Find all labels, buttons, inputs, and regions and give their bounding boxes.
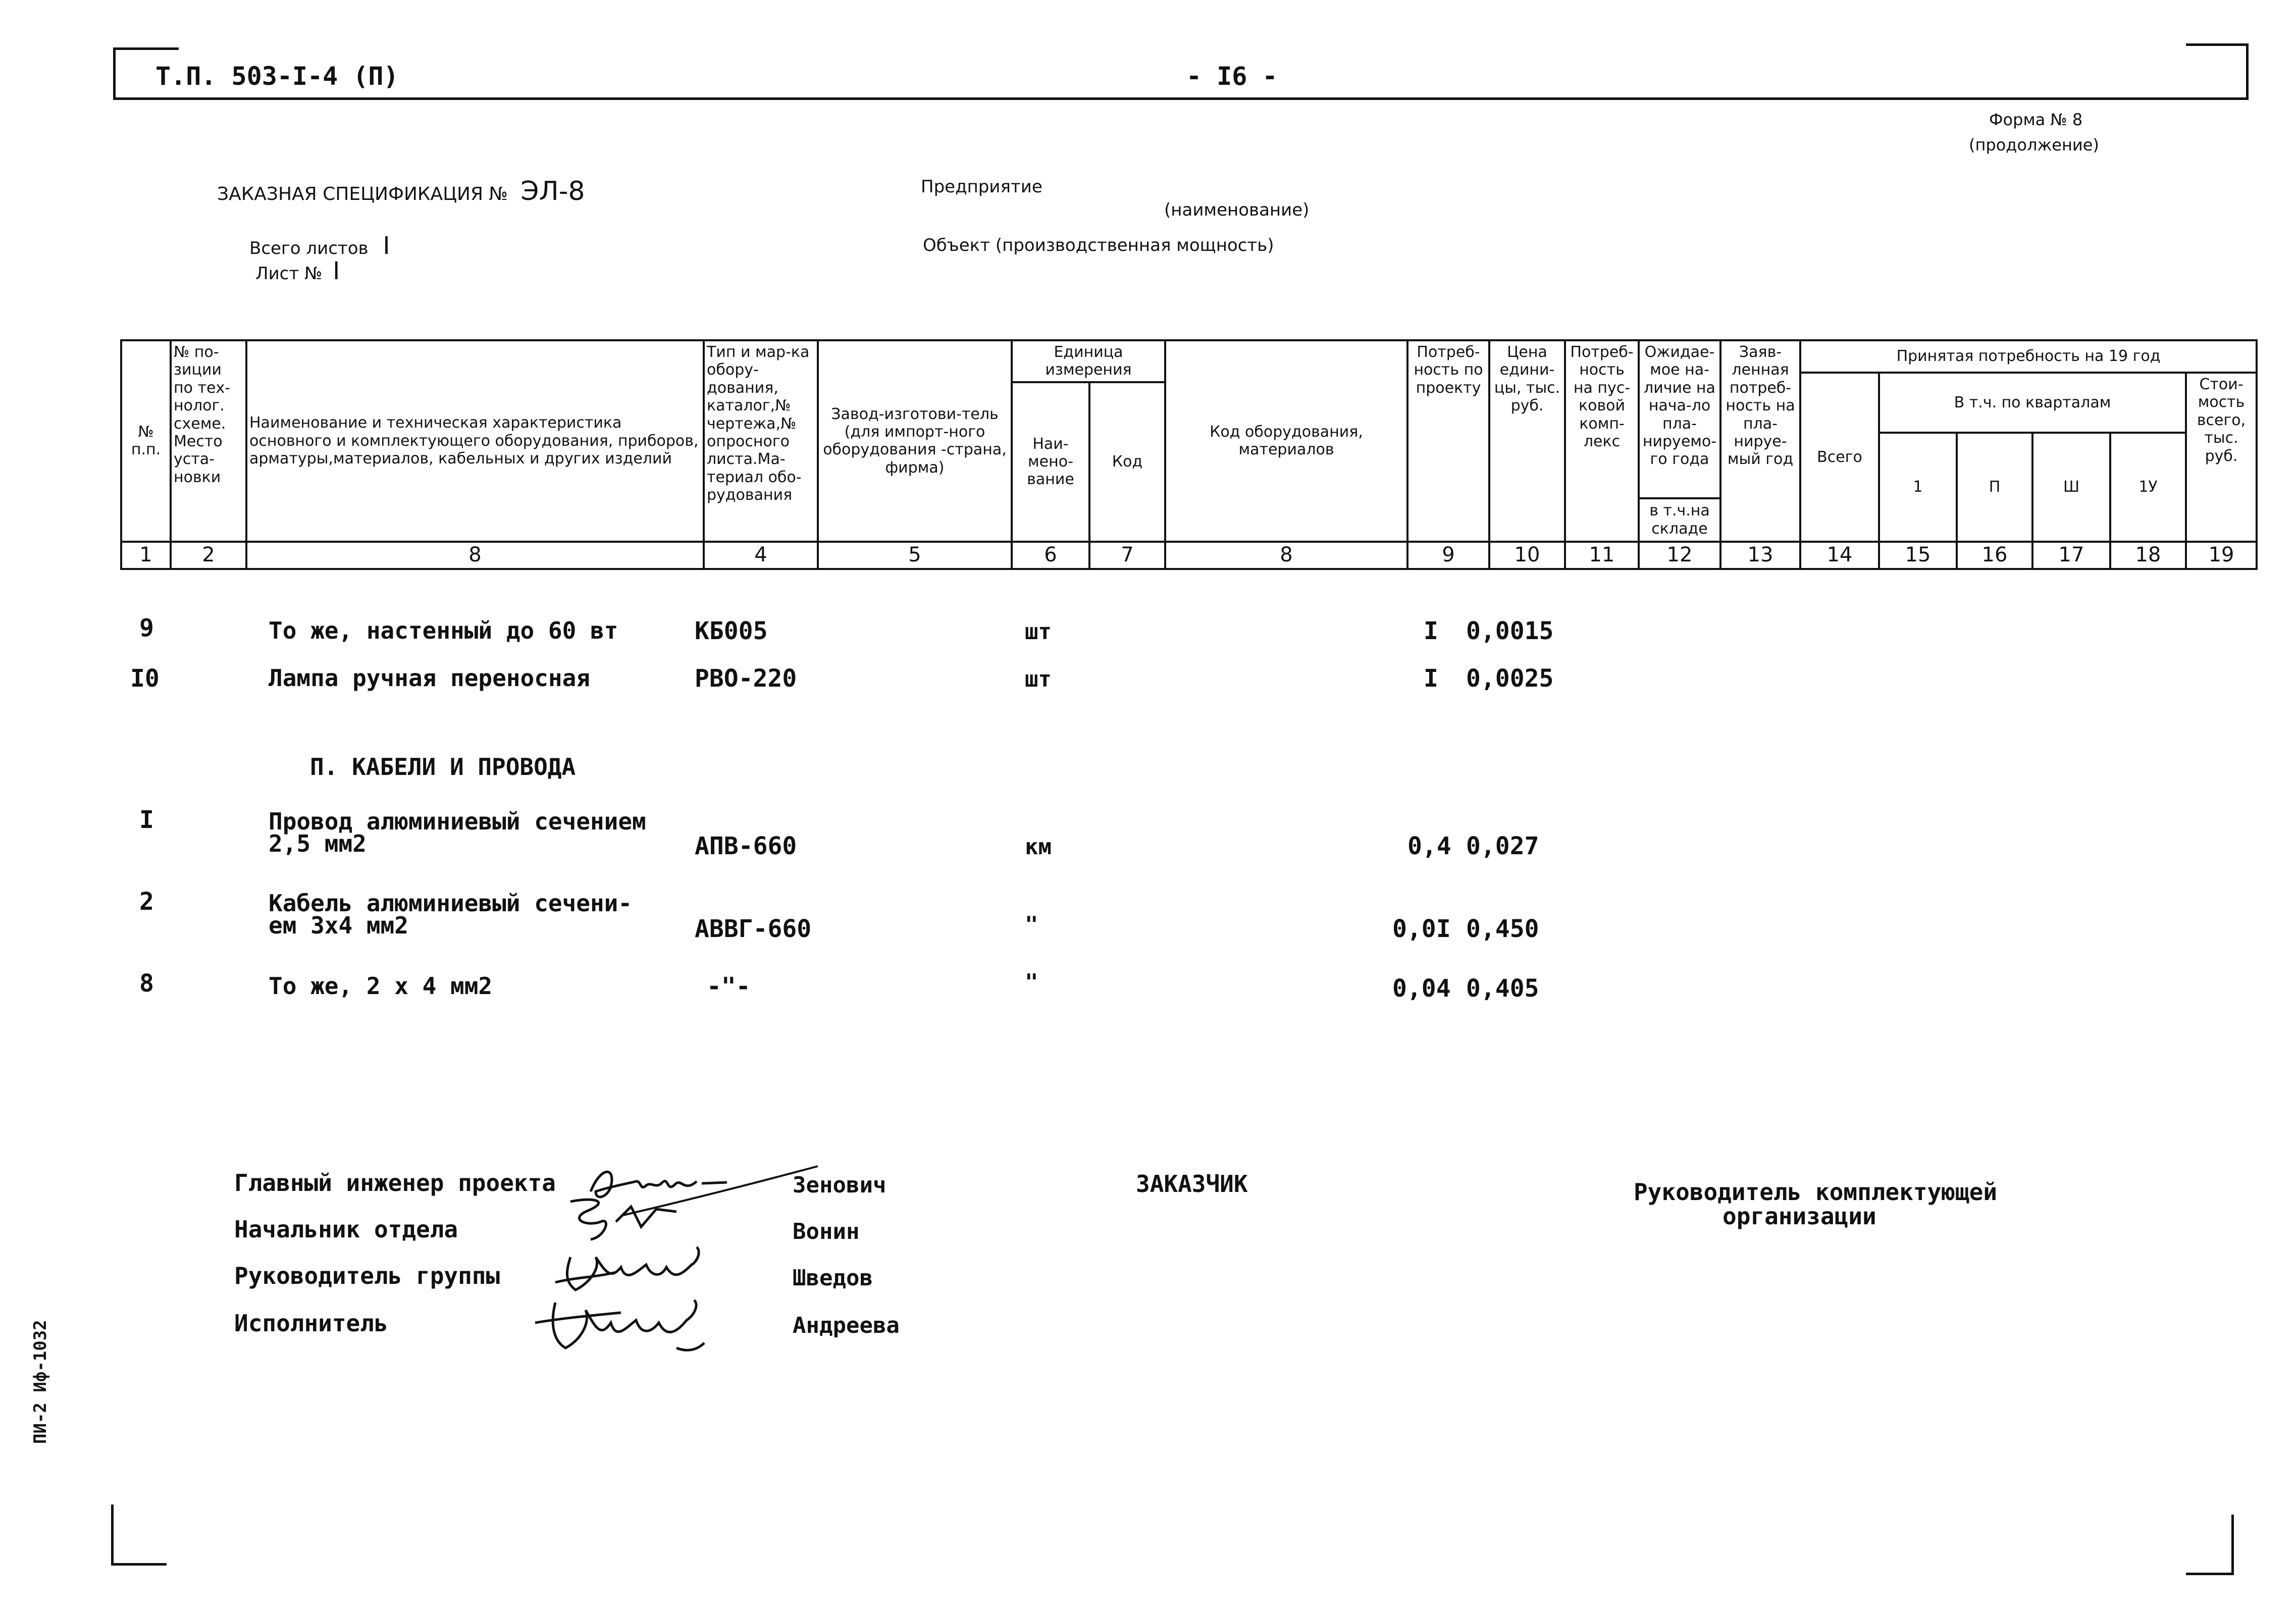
- spec-title: [217, 176, 585, 207]
- sheet-number: [255, 256, 340, 286]
- form-continued: (продолжение): [1969, 135, 2099, 154]
- item-num: I0: [130, 664, 160, 693]
- total-sheets-label: Всего листов: [249, 238, 369, 258]
- th-unit-group: Единица измерения: [1012, 340, 1165, 382]
- col-num: 1: [121, 542, 171, 569]
- signature-dept-head: [555, 1191, 707, 1247]
- item-name: То же, 2 х 4 мм2: [269, 972, 493, 1000]
- th-quarters-group: В т.ч. по кварталам: [1879, 373, 2186, 433]
- col-num: 19: [2186, 542, 2257, 569]
- th-name: Наименование и техническая характеристика основного и комплектующего оборудования, приборов, арматуры,материалов, кабельных и других изделий: [246, 340, 704, 542]
- col-num: 5: [818, 542, 1012, 569]
- signature-group-head: [545, 1242, 727, 1297]
- frame-bottom-right-v: [2231, 1515, 2234, 1575]
- total-sheets-value: I: [383, 232, 390, 260]
- item-type: -"-: [707, 972, 751, 1001]
- th-expected-stock: Ожидае-мое на-личие на нача-ло пла-нируемо-го года: [1639, 340, 1720, 498]
- item-unit: шт: [1025, 619, 1052, 645]
- chief-engineer-name: Зенович: [793, 1172, 886, 1198]
- col-num: 9: [1407, 542, 1489, 569]
- section-title: П. КАБЕЛИ И ПРОВОДА: [310, 753, 576, 781]
- item-unit: ": [1025, 969, 1038, 995]
- column-number-row: [121, 542, 2257, 569]
- item-type: РВО-220: [695, 664, 797, 693]
- item-type: КБ005: [695, 617, 768, 645]
- sheet-label: Лист №: [255, 264, 323, 284]
- col-num: 14: [1800, 542, 1879, 569]
- item-qty: I: [1424, 617, 1438, 645]
- th-q4: 1У: [2110, 433, 2186, 542]
- th-num: № п.п.: [121, 340, 171, 542]
- col-num: 18: [2110, 542, 2186, 569]
- item-price: 0,0025: [1466, 664, 1554, 693]
- th-total: Всего: [1800, 373, 1879, 542]
- dept-head-label: Начальник отдела: [234, 1216, 458, 1243]
- signature-executor: [525, 1292, 727, 1358]
- item-name: Провод алюминиевый сечением: [269, 808, 646, 835]
- item-price: 0,405: [1466, 974, 1539, 1003]
- spec-title-prefix: ЗАКАЗНАЯ СПЕЦИФИКАЦИЯ №: [217, 184, 508, 204]
- supplier-label-line1: Руководитель комплектующей: [1634, 1178, 1998, 1206]
- item-name: ем 3х4 мм2: [269, 912, 408, 939]
- customer-label: ЗАКАЗЧИК: [1136, 1170, 1248, 1198]
- th-q2: П: [1957, 433, 2032, 542]
- item-unit: ": [1025, 912, 1038, 938]
- enterprise-name-hint: (наименование): [1164, 200, 1310, 220]
- executor-name: Андреева: [793, 1313, 900, 1338]
- frame-top-right-v: [2246, 43, 2249, 100]
- col-num: 2: [171, 542, 246, 569]
- item-type: АВВГ-660: [695, 915, 812, 943]
- col-num: 7: [1089, 542, 1165, 569]
- margin-code: ПИ-2 Иф-1032: [30, 1320, 50, 1444]
- col-num: 15: [1879, 542, 1957, 569]
- th-unit-price: Цена едини-цы, тыс. руб.: [1489, 340, 1565, 542]
- doc-code: Т.П. 503-I-4 (П): [155, 62, 399, 91]
- item-qty: I: [1424, 664, 1438, 693]
- th-accepted-group: Принятая потребность на 19 год: [1800, 340, 2257, 373]
- frame-top-left-h: [113, 47, 179, 50]
- frame-bottom-left-v: [111, 1504, 114, 1565]
- item-qty: 0,4: [1407, 832, 1451, 860]
- th-q1: 1: [1879, 433, 1957, 542]
- object-label: Объект (производственная мощность): [923, 235, 1274, 255]
- item-price: 0,0015: [1466, 617, 1554, 645]
- th-equipment-code: Код оборудования, материалов: [1165, 340, 1407, 542]
- item-num: 2: [139, 888, 154, 916]
- frame-top-right-h: [2186, 43, 2249, 46]
- item-price: 0,450: [1466, 915, 1539, 943]
- dept-head-name: Вонин: [793, 1219, 860, 1244]
- frame-top-line: [113, 97, 2249, 100]
- frame-bottom-left-h: [111, 1563, 167, 1566]
- sheet-value: I: [333, 257, 340, 285]
- item-num: 9: [139, 614, 154, 642]
- enterprise-label: Предприятие: [921, 177, 1042, 197]
- col-num: 12: [1639, 542, 1720, 569]
- col-num: 11: [1565, 542, 1639, 569]
- th-declared-need: Заяв-ленная потреб-ность на пла-нируе-мый год: [1720, 340, 1800, 542]
- chief-engineer-label: Главный инженер проекта: [234, 1169, 556, 1197]
- th-position: № по-зиции по тех-нолог. схеме. Место уста-новки: [171, 340, 246, 542]
- item-num: I: [139, 806, 154, 834]
- col-num: 17: [2032, 542, 2110, 569]
- spec-number: ЭЛ-8: [520, 176, 585, 206]
- supplier-label-line2: организации: [1723, 1203, 1876, 1230]
- item-name: 2,5 мм2: [269, 830, 367, 857]
- item-price: 0,027: [1466, 832, 1539, 860]
- item-name: То же, настенный до 60 вт: [269, 617, 618, 644]
- item-qty: 0,04: [1392, 974, 1451, 1003]
- col-num: 6: [1012, 542, 1089, 569]
- executor-label: Исполнитель: [234, 1310, 388, 1337]
- group-head-name: Шведов: [793, 1265, 873, 1291]
- item-type: АПВ-660: [695, 832, 797, 860]
- item-name: Лампа ручная переносная: [269, 664, 590, 692]
- th-need-project: Потреб-ность по проекту: [1407, 340, 1489, 542]
- th-type: Тип и мар-ка обору-дования, каталог,№ чертежа,№ опросного листа.Ма-териал обо-рудования: [704, 340, 818, 542]
- th-need-startup: Потреб-ность на пус-ковой комп-лекс: [1565, 340, 1639, 542]
- col-num: 8: [1165, 542, 1407, 569]
- page-number: - I6 -: [1186, 62, 1278, 91]
- th-unit-code: Код: [1089, 382, 1165, 542]
- item-qty: 0,0I: [1392, 915, 1451, 943]
- form-label: Форма № 8: [1989, 110, 2083, 129]
- item-unit: км: [1025, 834, 1052, 860]
- col-num: 16: [1957, 542, 2032, 569]
- th-unit-name: Наи-мено-вание: [1012, 382, 1089, 542]
- frame-top-left-v: [113, 47, 116, 98]
- th-q3: Ш: [2032, 433, 2110, 542]
- group-head-label: Руководитель группы: [234, 1262, 500, 1289]
- th-in-stock: в т.ч.на складе: [1639, 498, 1720, 542]
- spec-table-header: [120, 339, 2258, 570]
- item-name: Кабель алюминиевый сечени-: [269, 890, 633, 917]
- col-num: 13: [1720, 542, 1800, 569]
- item-unit: шт: [1025, 666, 1052, 692]
- col-num: 4: [704, 542, 818, 569]
- th-manufacturer: Завод-изготови-тель (для импорт-ного оборудования -страна, фирма): [818, 340, 1012, 542]
- th-cost-total: Стои-мость всего, тыс. руб.: [2186, 373, 2257, 542]
- frame-bottom-right-h: [2186, 1573, 2234, 1575]
- item-num: 8: [139, 969, 154, 998]
- col-num: 10: [1489, 542, 1565, 569]
- col-num: 8: [246, 542, 704, 569]
